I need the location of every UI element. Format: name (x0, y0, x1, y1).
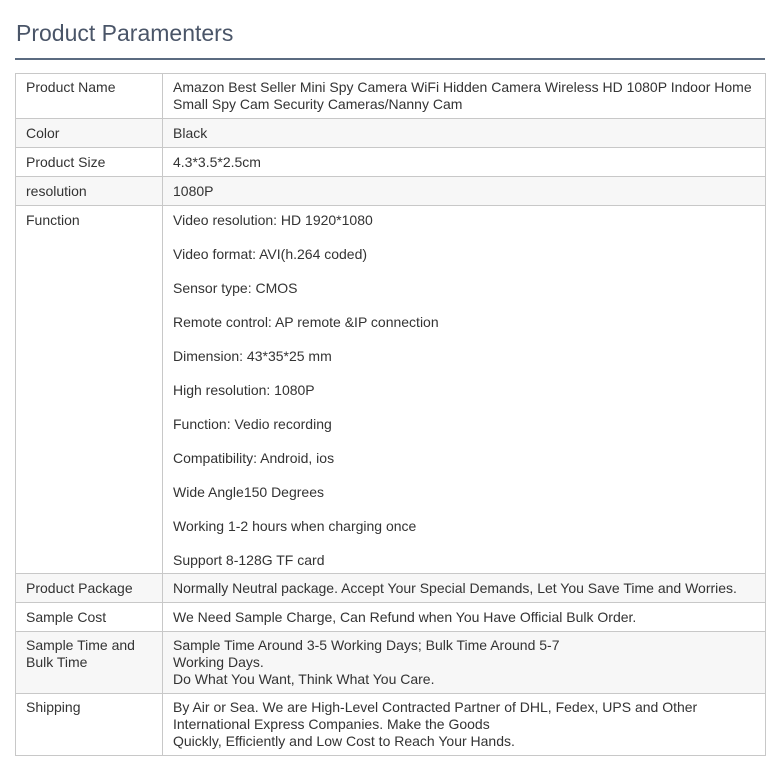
row-value-list (163, 694, 766, 756)
row-value: We Need Sample Charge, Can Refund when You Have Official Bulk Order. (163, 603, 766, 632)
row-label: resolution (16, 177, 163, 206)
row-label: Shipping (16, 694, 163, 756)
row-value: Black (163, 119, 766, 148)
function-line: Sensor type: CMOS (173, 280, 298, 296)
table-row-color (16, 119, 766, 148)
row-label: Product Size (16, 148, 163, 177)
table-row-product-package (16, 574, 766, 603)
product-parameters-table (15, 73, 766, 756)
row-label: Sample Time and Bulk Time (16, 632, 163, 694)
row-label: Sample Cost (16, 603, 163, 632)
function-line: Dimension: 43*35*25 mm (173, 348, 332, 364)
table-row-product-size (16, 148, 766, 177)
product-parameters-section (15, 12, 765, 756)
row-value: Amazon Best Seller Mini Spy Camera WiFi Hidden Camera Wireless HD 1080P Indoor Home Small Spy Cam Security Cameras/Nanny Cam (163, 74, 766, 119)
row-value: Normally Neutral package. Accept Your Special Demands, Let You Save Time and Worries. (163, 574, 766, 603)
table-row-shipping (16, 694, 766, 756)
table-row-sample-time (16, 632, 766, 694)
row-label: Color (16, 119, 163, 148)
function-line: Support 8-128G TF card (173, 552, 325, 568)
title-divider (15, 58, 765, 60)
row-label: Product Name (16, 74, 163, 119)
value-line: International Express Companies. Make the Goods (173, 716, 490, 732)
table-row-resolution (16, 177, 766, 206)
function-line: Compatibility: Android, ios (173, 450, 335, 466)
value-line: Do What You Want, Think What You Care. (173, 671, 435, 687)
function-line: Function: Vedio recording (173, 416, 332, 432)
function-line: Video resolution: HD 1920*1080 (173, 212, 373, 228)
value-line: Sample Time Around 3-5 Working Days; Bulk Time Around 5-7 (173, 637, 560, 653)
value-line: Working Days. (173, 654, 264, 670)
function-line: Working 1-2 hours when charging once (173, 518, 417, 534)
function-line: Remote control: AP remote &IP connection (173, 314, 439, 330)
row-value-list (163, 632, 766, 694)
section-title: Product Paramenters (16, 20, 234, 46)
function-line: Wide Angle150 Degrees (173, 484, 324, 500)
row-value: 4.3*3.5*2.5cm (163, 148, 766, 177)
function-line: Video format: AVI(h.264 coded) (173, 246, 368, 262)
table-row-function (16, 206, 766, 574)
function-line: High resolution: 1080P (173, 382, 315, 398)
value-line: By Air or Sea. We are High-Level Contracted Partner of DHL, Fedex, UPS and Other (173, 699, 698, 715)
value-line: Quickly, Efficiently and Low Cost to Reach Your Hands. (173, 733, 515, 749)
table-row-sample-cost (16, 603, 766, 632)
table-row-product-name (16, 74, 766, 119)
row-value: 1080P (163, 177, 766, 206)
row-label: Product Package (16, 574, 163, 603)
row-label: Function (16, 206, 163, 574)
row-value-list (163, 206, 766, 574)
